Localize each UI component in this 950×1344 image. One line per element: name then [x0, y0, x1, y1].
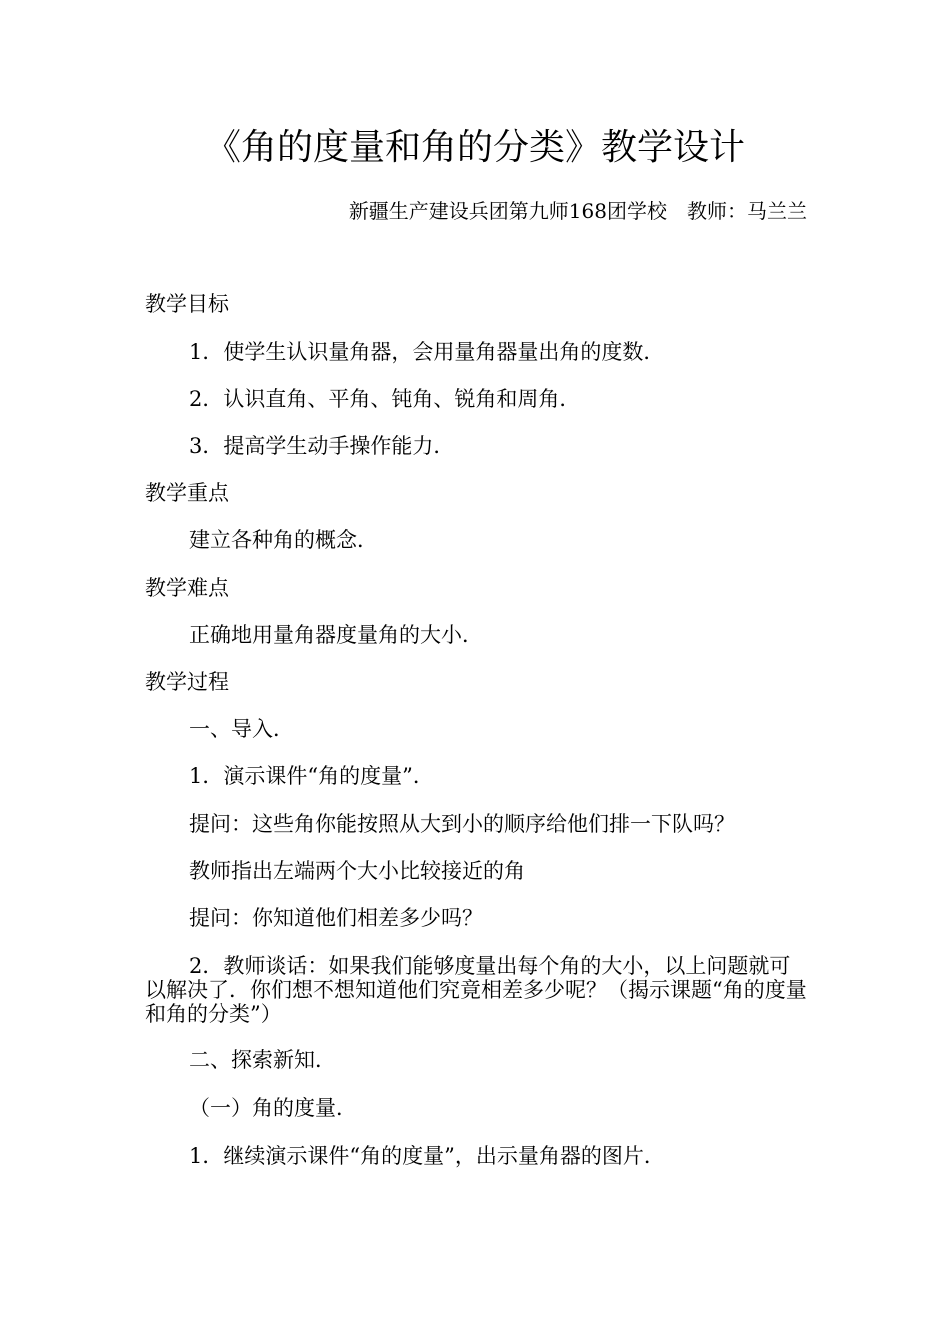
question-2: 提问：你知道他们相差多少吗？ [189, 906, 483, 930]
goal-item-1: 1．使学生认识量角器，会用量角器量出角的度数． [189, 340, 665, 364]
step-3: 1．继续演示课件“角的度量”，出示量角器的图片． [189, 1144, 665, 1168]
difficulty-heading: 教学难点 [145, 576, 229, 600]
goal-item-2: 2．认识直角、平角、钝角、锐角和周角． [189, 387, 581, 411]
step-intro: 一、导入． [189, 717, 294, 741]
key-text: 建立各种角的概念． [189, 528, 378, 552]
step-2-paragraph: 2．教师谈话：如果我们能够度量出每个角的大小，以上问题就可以解决了．你们想不想知道他们究竟相差多少呢？（揭示课题“角的度量和角的分类”） [145, 954, 807, 1026]
key-heading: 教学重点 [145, 481, 229, 505]
step-1: 1．演示课件“角的度量”． [189, 764, 434, 788]
sub-heading-measure: （一）角的度量． [189, 1096, 357, 1120]
document-title: 《角的度量和角的分类》教学设计 [204, 127, 745, 168]
step-explore: 二、探索新知． [189, 1048, 336, 1072]
author-line: 新疆生产建设兵团第九师168团学校 教师：马兰兰 [348, 199, 807, 223]
teacher-point: 教师指出左端两个大小比较接近的角 [189, 859, 525, 883]
goals-heading: 教学目标 [145, 292, 229, 316]
difficulty-text: 正确地用量角器度量角的大小． [189, 623, 483, 647]
question-1: 提问：这些角你能按照从大到小的顺序给他们排一下队吗？ [189, 812, 735, 836]
goal-item-3: 3．提高学生动手操作能力． [189, 434, 455, 458]
process-heading: 教学过程 [145, 670, 229, 694]
